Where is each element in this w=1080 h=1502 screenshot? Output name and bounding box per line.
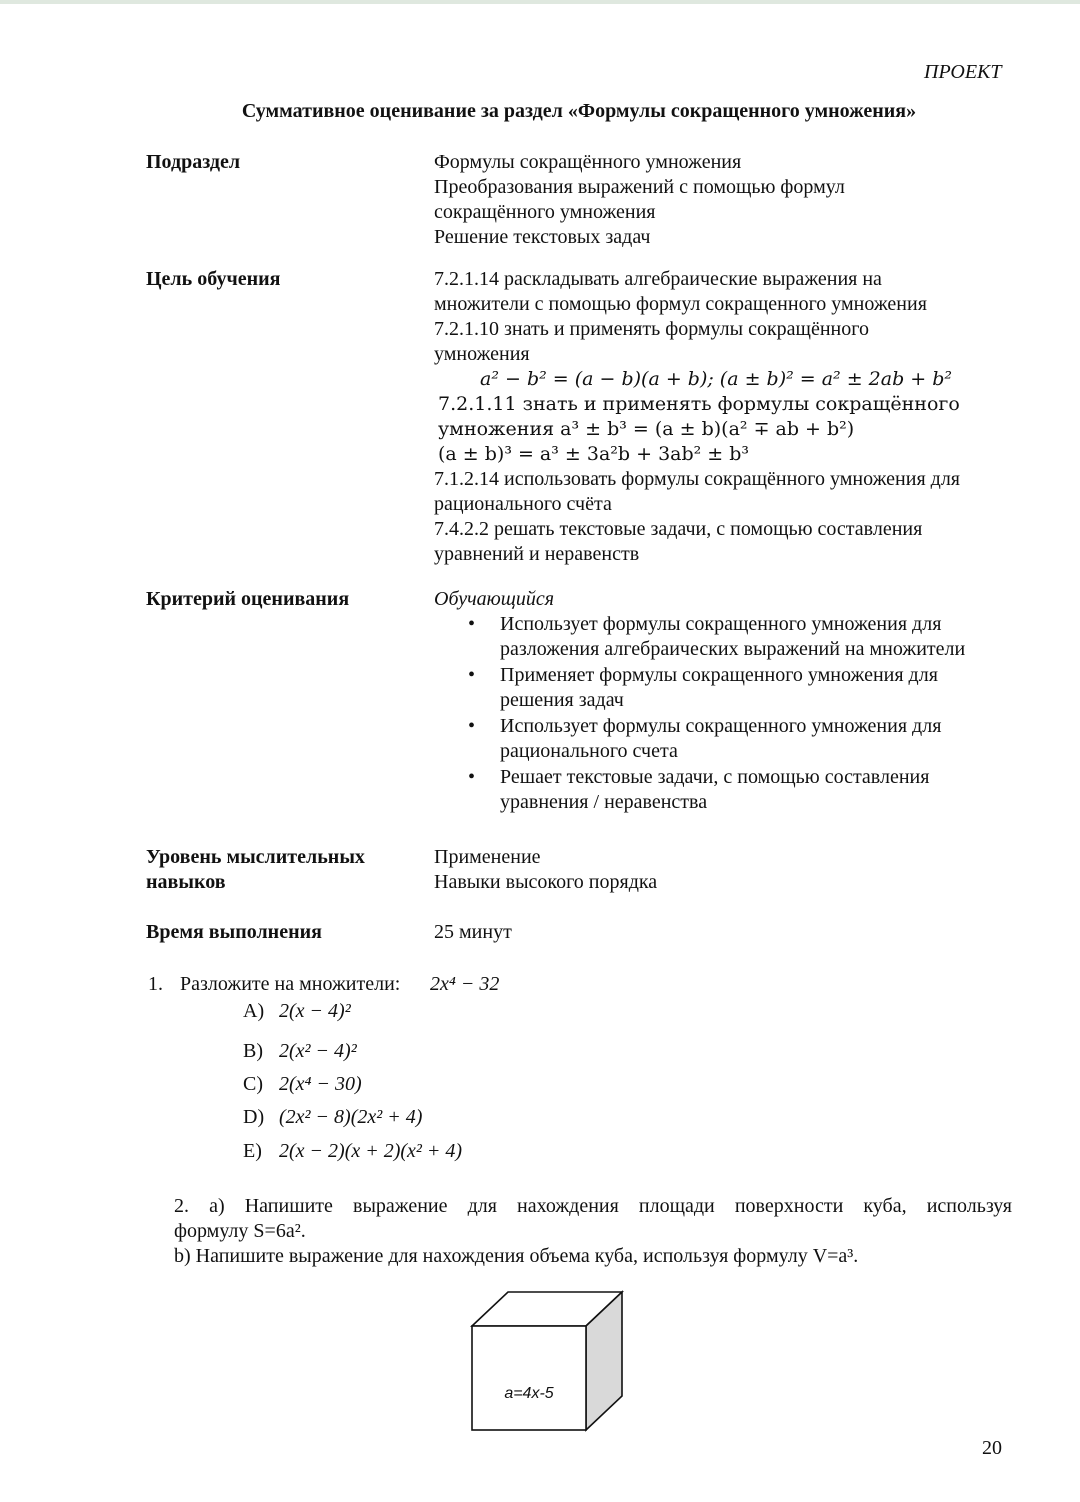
project-mark: ПРОЕКТ (924, 61, 1002, 83)
criteria-item-text: решения задач (500, 689, 624, 711)
formula-cubes-sum: умножения a³ ± b³ = (a ± b)(a² ∓ ab + b²) (438, 418, 855, 440)
cube-side-label: a=4x-5 (504, 1385, 554, 1402)
subsection-line: сокращённого умножения (434, 201, 656, 223)
criteria-block (434, 587, 1024, 816)
q1-option-b (243, 1040, 357, 1063)
objective-line: 7.4.2.2 решать текстовые задачи, с помощью составления (434, 518, 923, 540)
subsection-line: Решение текстовых задач (434, 226, 651, 248)
skills-label-line: Уровень мыслительных (146, 846, 365, 868)
criteria-item-text: Применяет формулы сокращенного умножения для (500, 664, 938, 686)
criteria-intro: Обучающийся (434, 588, 555, 610)
criteria-item (434, 714, 1024, 764)
skills-label (146, 845, 365, 895)
q1-option-a (243, 1000, 351, 1023)
criteria-item (434, 663, 1024, 713)
option-letter: A) (243, 1000, 265, 1022)
option-letter: C) (243, 1073, 263, 1095)
q2a-line2: формулу S=6a². (174, 1220, 306, 1242)
criteria-list (434, 612, 1024, 815)
option-expression: (2x² − 8)(2x² + 4) (279, 1106, 423, 1128)
q1-option-e (243, 1140, 462, 1163)
criteria-item-text: Решает текстовые задачи, с помощью составления (500, 766, 930, 788)
criteria-item-text: рационального счета (500, 740, 678, 762)
objective-line: уравнений и неравенств (434, 543, 640, 565)
skills-value: Навыки высокого порядка (434, 871, 658, 893)
criteria-item-text: уравнения / неравенства (500, 791, 708, 813)
objective-line: 7.2.1.14 раскладывать алгебраические выражения на (434, 268, 882, 290)
option-expression: 2(x − 4)² (279, 1000, 351, 1022)
subsection-label: Подраздел (146, 151, 241, 173)
cube-front-face (472, 1326, 586, 1430)
q1-option-c (243, 1073, 362, 1096)
criteria-item (434, 612, 1024, 662)
subsection-line: Формулы сокращённого умножения (434, 151, 742, 173)
time-value: 25 минут (434, 921, 512, 943)
objective-line: рационального счёта (434, 493, 612, 515)
q2b-line: b) Напишите выражение для нахождения объема куба, используя формулу V=a³. (174, 1245, 859, 1267)
q2a-line1: 2. a) Напишите выражение для нахождения площади поверхности куба, используя (174, 1195, 1012, 1217)
q1-number: 1. (148, 973, 163, 995)
q1-expression: 2x⁴ − 32 (430, 973, 500, 995)
option-expression: 2(x⁴ − 30) (279, 1073, 362, 1095)
q1-text: Разложите на множители: (180, 973, 401, 995)
option-expression: 2(x − 2)(x + 2)(x² + 4) (279, 1140, 463, 1162)
objective-line: умножения (434, 343, 530, 365)
criteria-item (434, 765, 1024, 815)
objective-label: Цель обучения (146, 268, 281, 290)
bullet-icon: • (468, 613, 476, 635)
objective-values (434, 267, 1024, 567)
top-bar (0, 0, 1080, 4)
option-expression: 2(x² − 4)² (279, 1040, 357, 1062)
skills-label-line: навыков (146, 871, 226, 893)
criteria-item-text: Использует формулы сокращенного умножения для (500, 715, 942, 737)
option-letter: E) (243, 1140, 262, 1162)
option-letter: B) (243, 1040, 263, 1062)
page-title: Суммативное оценивание за раздел «Формулы сокращенного умножения» (241, 100, 917, 122)
bullet-icon: • (468, 715, 476, 737)
objective-line: 7.1.2.14 использовать формулы сокращённого умножения для (434, 468, 961, 490)
page-number: 20 (982, 1437, 1002, 1459)
subsection-values (434, 150, 1014, 250)
cube-figure (468, 1288, 628, 1434)
formula-squares: a² − b² = (a − b)(a + b); (a ± b)² = a² ± 2ab + b² (480, 368, 953, 390)
objective-line: 7.2.1.11 знать и применять формулы сокращённого (438, 393, 960, 415)
objective-line: множители с помощью формул сокращенного умножения (434, 293, 927, 315)
skills-value: Применение (434, 846, 541, 868)
criteria-label: Критерий оценивания (146, 588, 350, 610)
q1-option-d (243, 1106, 422, 1129)
criteria-item-text: Использует формулы сокращенного умножения для (500, 613, 942, 635)
skills-values (434, 845, 657, 895)
objective-line: 7.2.1.10 знать и применять формулы сокращённого (434, 318, 869, 340)
criteria-item-text: разложения алгебраических выражений на множители (500, 638, 966, 660)
option-letter: D) (243, 1106, 265, 1128)
formula-cube-binomial: (a ± b)³ = a³ ± 3a²b + 3ab² ± b³ (438, 443, 750, 465)
bullet-icon: • (468, 664, 476, 686)
time-label: Время выполнения (146, 921, 322, 943)
bullet-icon: • (468, 766, 476, 788)
subsection-line: Преобразования выражений с помощью формул (434, 176, 845, 198)
